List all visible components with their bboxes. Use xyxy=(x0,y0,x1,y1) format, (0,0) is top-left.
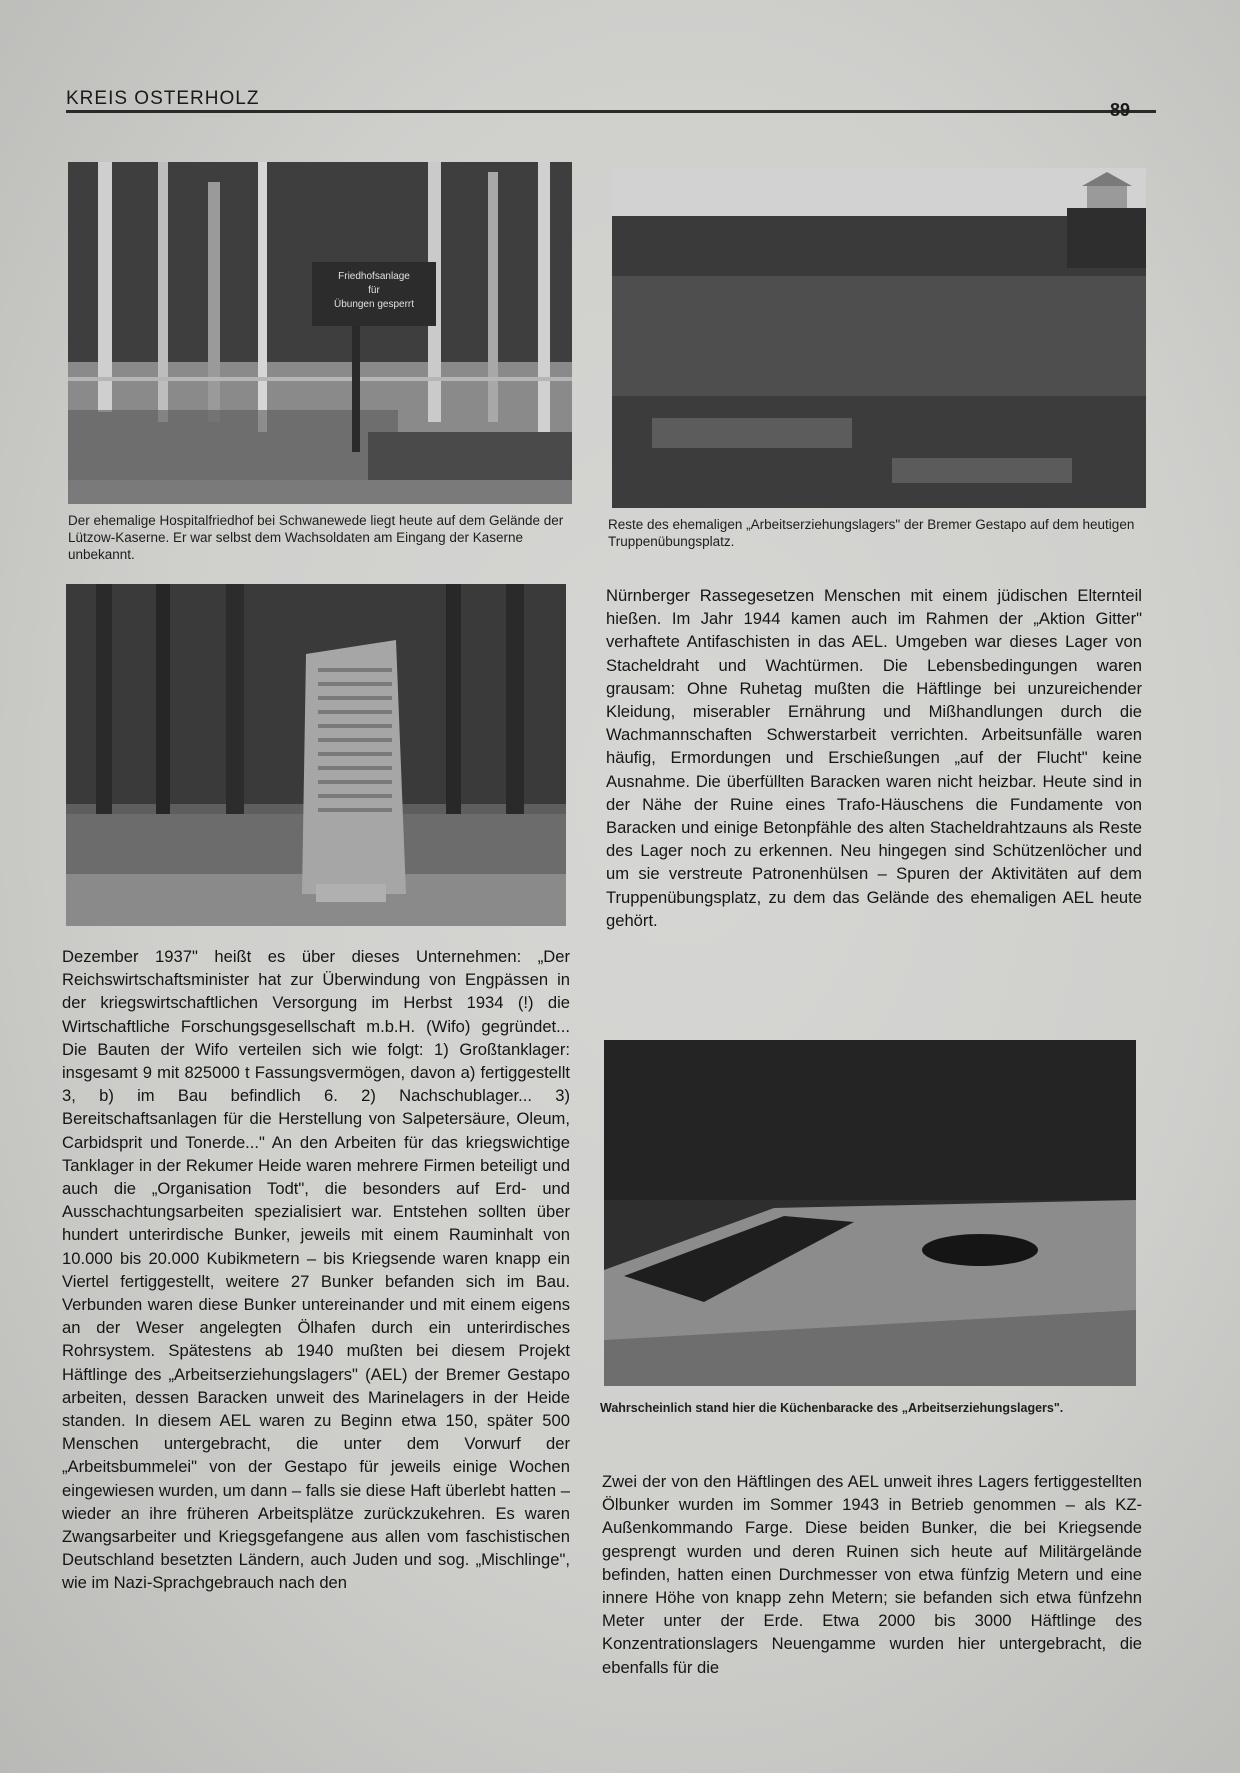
caption-camp-remains: Reste des ehemaligen „Arbeitserziehungslagers" der Bremer Gestapo auf dem heutigen Truppenübungsplatz. xyxy=(608,517,1135,549)
photo-camp-remains-image xyxy=(612,168,1146,508)
right-column-paragraph-1: Nürnberger Rassegesetzen Menschen mit einem jüdischen Elternteil hießen. Im Jahr 1944 kamen auch im Rahmen der „Aktion Gitter" verhaftete Antifaschisten in das AEL. Umgeben war dieses Lager von Stacheldraht und Wachtürmen. Die Lebensbedingungen waren grausam: Ohne Ruhetag mußten die Häftlinge bei unzureichender Kleidung, miserabler Ernährung und Mißhandlungen durch die Wachmannschaften Schwerstarbeit verrichten. Arbeitsunfälle waren häufig, Ermordungen und Erschießungen „auf der Flucht" keine Ausnahme. Die überfüllten Baracken waren nicht heizbar. Heute sind in der Nähe der Ruine eines Trafo-Häuschens die Fundamente von Baracken und einige Betonpfähle des alten Stacheldrahtzauns als Reste des Lager noch zu erkennen. Neu hingegen sind Schützenlöcher und um sie verstreute Patronenhülsen – Spuren der Aktivitäten auf dem Truppenübungsplatz, zu dem das Gelände des ehemaligen AEL heute gehört. xyxy=(606,586,1142,930)
sign-text xyxy=(318,270,430,312)
photo-memorial-stone xyxy=(66,584,566,926)
sign-line-2: für xyxy=(368,285,380,296)
photo-cemetery-image xyxy=(68,162,572,504)
photo-kitchen-foundation xyxy=(604,1040,1136,1386)
page-number: 89 xyxy=(1110,100,1131,120)
body-text-left-column xyxy=(62,945,570,1745)
photo-memorial-image xyxy=(66,584,566,926)
body-text-right-column-bottom xyxy=(602,1470,1142,1750)
photo-hospital-cemetery xyxy=(68,162,572,504)
sign-line-1: Friedhofsanlage xyxy=(338,271,410,282)
sign-line-3: Übungen gesperrt xyxy=(333,299,415,310)
running-header: KREIS OSTERHOLZ xyxy=(66,88,260,109)
caption-cemetery: Der ehemalige Hospitalfriedhof bei Schwanewede liegt heute auf dem Gelände der Lützow-Kaserne. Er war selbst dem Wachsoldaten am Eingang der Kaserne unbekannt. xyxy=(68,513,564,562)
header-rule xyxy=(66,110,1156,113)
left-column-paragraph: Dezember 1937" heißt es über dieses Unternehmen: „Der Reichswirtschaftsminister hat zur Überwindung von Engpässen in der kriegswirtschaftlichen Versorgung im Herbst 1934 (!) die Wirtschaftliche Forschungsgesellschaft m.b.H. (Wifo) gegründet... Die Bauten der Wifo verteilen sich wie folgt: 1) Großtanklager: insgesamt 9 mit 825000 t Fassungsvermögen, davon a) fertiggestellt 3, b) im Bau befindlich 6. 2) Nachschublager... 3) Bereitschaftsanlagen für die Herstellung von Salpetersäure, Oleum, Carbidsprit und Tonerde..." An den Arbeiten für das kriegswichtige Tanklager in der Rekumer Heide waren mehrere Firmen beteiligt und auch die „Organisation Todt", die besonders auf Erd- und Ausschachtungsarbeiten spezialisiert war. Entstehen sollten über hundert unterirdische Bunker, jeweils mit einem Rauminhalt von 10.000 bis 20.000 Kubikmetern – bis Kriegsende waren knapp ein Viertel fertiggestellt, weitere 27 Bunker befanden sich im Bau. Verbunden waren diese Bunker untereinander und mit einem eigens an der Weser angelegten Ölhafen durch ein unterirdisches Rohrsystem. Spätestens ab 1940 mußten bei diesem Projekt Häftlinge des „Arbeitserziehungslagers" (AEL) der Bremer Gestapo arbeiten, dessen Baracken unweit des Marinelagers in der Heide standen. In diesem AEL waren zu Beginn etwa 150, später 500 Menschen untergebracht, die unter dem Vorwurf der „Arbeitsbummelei" von der Gestapo für jeweils einige Wochen eingewiesen wurden, um dann – falls sie diese Haft überlebt hatten – wieder an ihre früheren Arbeitsplätze zurückzukehren. Es waren Zwangsarbeiter und Kriegsgefangene aus allen vom faschistischen Deutschland besetzten Ländern, auch Juden und sog. „Mischlinge", wie im Nazi-Sprachgebrauch nach den xyxy=(62,947,570,1593)
body-text-right-column-top xyxy=(606,584,1142,1004)
photo-camp-remains xyxy=(612,168,1146,508)
photo-kitchen-image xyxy=(604,1040,1136,1386)
caption-kitchen: Wahrscheinlich stand hier die Küchenbaracke des „Arbeitserziehungslagers". xyxy=(600,1401,1064,1415)
right-column-paragraph-2: Zwei der von den Häftlingen des AEL unweit ihres Lagers fertiggestellten Ölbunker wurden im Sommer 1943 in Betrieb genommen – als KZ-Außenkommando Farge. Diese beiden Bunker, die bei Kriegsende gesprengt wurden und deren Ruinen sich heute auf Militärgelände befinden, hatten einen Durchmesser von etwa fünfzig Metern und eine innere Höhe von knapp zehn Metern; sie befanden sich etwa fünfzehn Meter unter der Erde. Etwa 2000 bis 3000 Häftlinge des Konzentrationslagers Neuengamme wurden hier untergebracht, die ebenfalls für die xyxy=(602,1472,1142,1677)
